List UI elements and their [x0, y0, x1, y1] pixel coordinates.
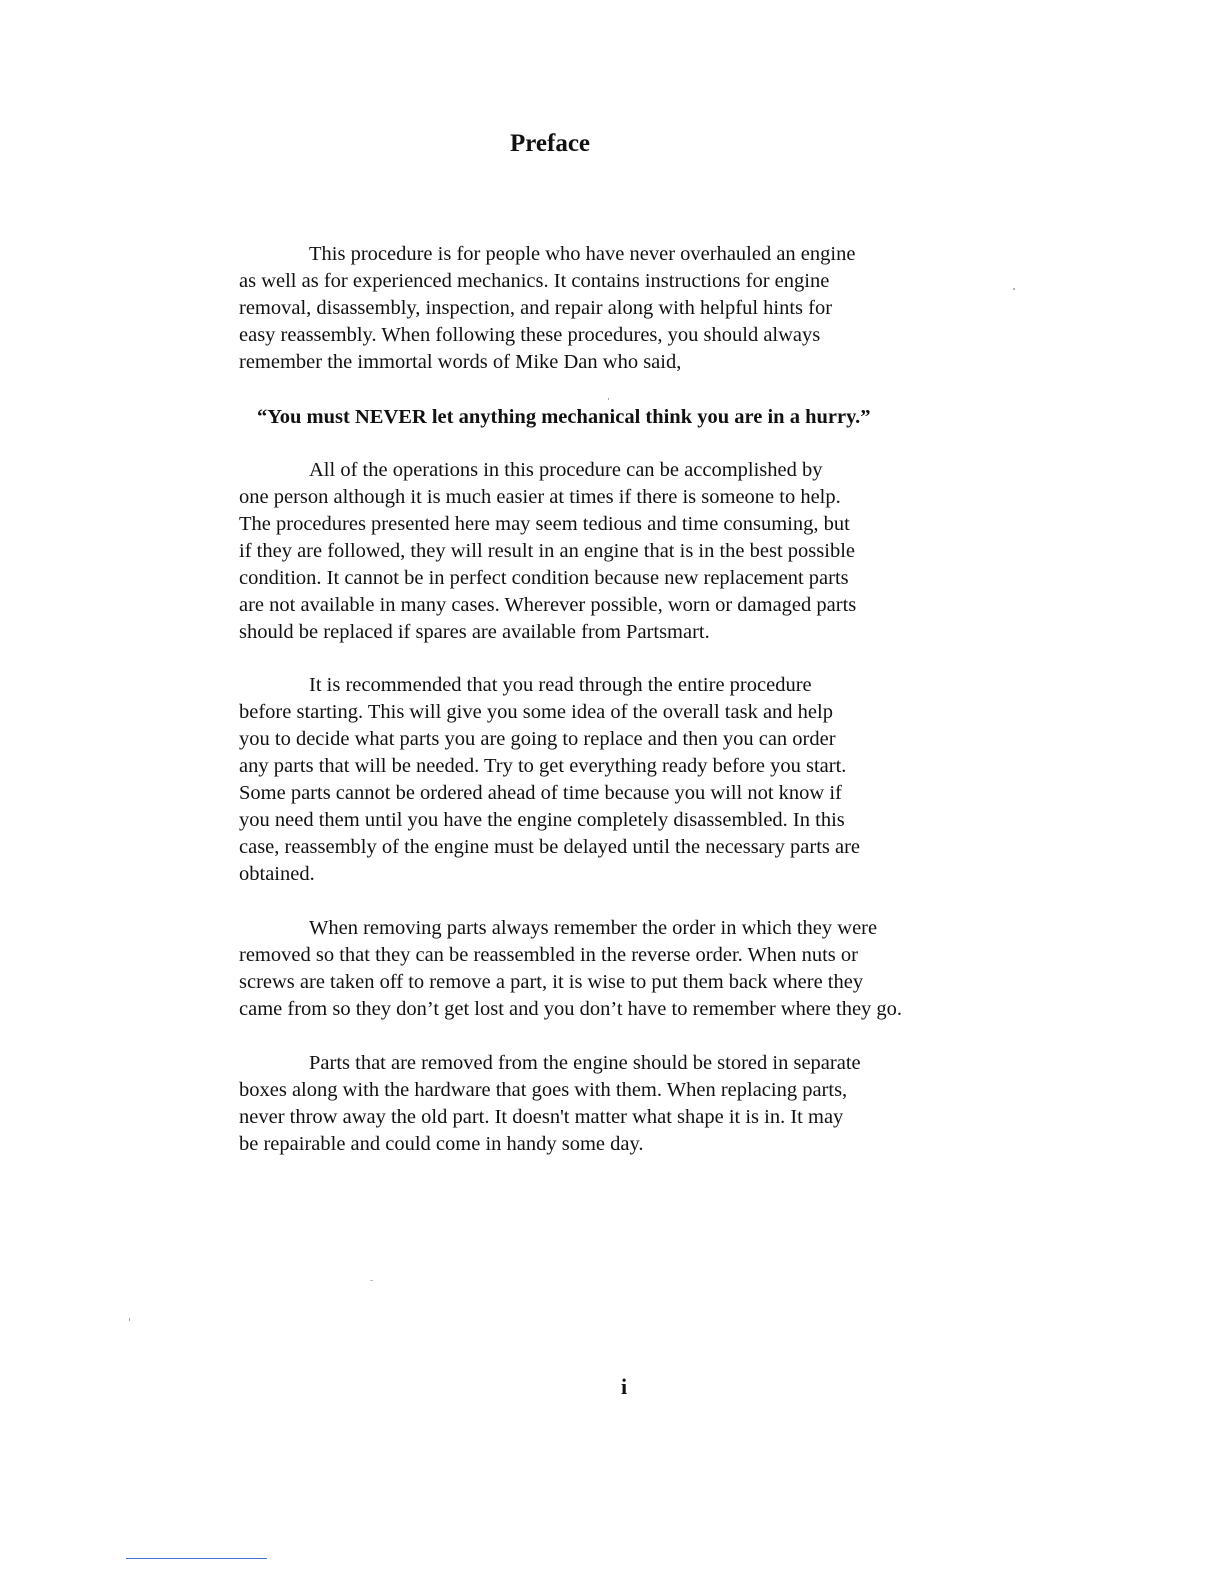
- paragraph-line: It is recommended that you read through the entire procedure: [309, 674, 812, 696]
- page-number: i: [620, 1374, 628, 1399]
- paragraph-line: should be replaced if spares are available from Partsmart.: [239, 621, 710, 643]
- paragraph-recommendation: [239, 672, 979, 888]
- paragraph-line: came from so they don’t get lost and you don’t have to remember where they go.: [239, 998, 903, 1020]
- scan-rule-line: [126, 1558, 267, 1559]
- paragraph-storage: [239, 1050, 979, 1158]
- paragraph-line: one person although it is much easier at times if there is someone to help.: [239, 486, 841, 508]
- paragraph-line: Some parts cannot be ordered ahead of time because you will not know if: [239, 782, 842, 804]
- paragraph-removal-order: [239, 915, 979, 1023]
- paragraph-line: if they are followed, they will result in an engine that is in the best possible: [239, 540, 856, 562]
- scan-speck: [370, 1280, 373, 1281]
- paragraph-line: When removing parts always remember the order in which they were: [309, 917, 878, 939]
- paragraph-line: obtained.: [239, 863, 315, 885]
- paragraph-line: Parts that are removed from the engine should be stored in separate: [309, 1052, 861, 1074]
- scan-speck: [1013, 288, 1015, 290]
- paragraph-line: condition. It cannot be in perfect condition because new replacement parts: [239, 567, 849, 589]
- scan-speck: [129, 1318, 130, 1321]
- paragraph-line: boxes along with the hardware that goes with them. When replacing parts,: [239, 1079, 848, 1101]
- paragraph-line: All of the operations in this procedure can be accomplished by: [309, 459, 823, 481]
- paragraph-line: are not available in many cases. Wherever possible, worn or damaged parts: [239, 594, 857, 616]
- paragraph-line: case, reassembly of the engine must be delayed until the necessary parts are: [239, 836, 861, 858]
- paragraph-line: be repairable and could come in handy some day.: [239, 1133, 644, 1155]
- paragraph-line: This procedure is for people who have never overhauled an engine: [309, 243, 856, 265]
- pull-quote: “You must NEVER let anything mechanical think you are in a hurry.”: [257, 406, 871, 428]
- paragraph-line: as well as for experienced mechanics. It contains instructions for engine: [239, 270, 830, 292]
- paragraph-operations: [239, 457, 979, 646]
- page-title: Preface: [509, 130, 591, 157]
- paragraph-line: never throw away the old part. It doesn't matter what shape it is in. It may: [239, 1106, 844, 1128]
- scan-speck: [608, 398, 609, 400]
- paragraph-intro: [239, 241, 979, 376]
- paragraph-line: remember the immortal words of Mike Dan who said,: [239, 351, 682, 373]
- paragraph-line: before starting. This will give you some idea of the overall task and help: [239, 701, 833, 723]
- paragraph-line: The procedures presented here may seem tedious and time consuming, but: [239, 513, 850, 535]
- paragraph-line: easy reassembly. When following these procedures, you should always: [239, 324, 821, 346]
- paragraph-line: removal, disassembly, inspection, and repair along with helpful hints for: [239, 297, 833, 319]
- paragraph-line: screws are taken off to remove a part, it is wise to put them back where they: [239, 971, 864, 993]
- paragraph-line: you to decide what parts you are going to replace and then you can order: [239, 728, 836, 750]
- paragraph-line: you need them until you have the engine completely disassembled. In this: [239, 809, 845, 831]
- paragraph-line: any parts that will be needed. Try to get everything ready before you start.: [239, 755, 847, 777]
- paragraph-line: removed so that they can be reassembled in the reverse order. When nuts or: [239, 944, 858, 966]
